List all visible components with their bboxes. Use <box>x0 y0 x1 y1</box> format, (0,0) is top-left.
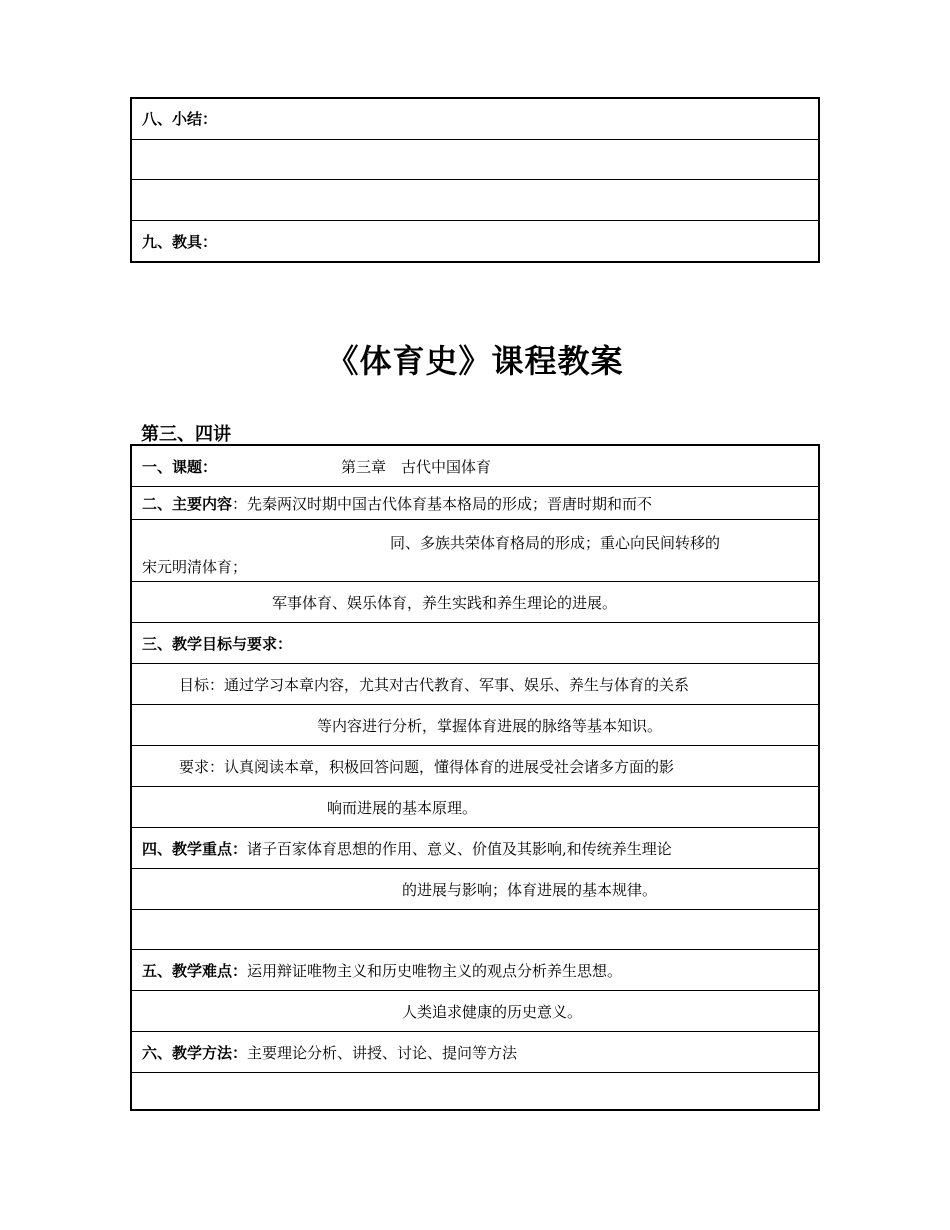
requirements-text: 响而进展的基本原理。 <box>327 798 478 817</box>
document-title: 《体育史》课程教案 <box>326 342 624 380</box>
table-row <box>132 623 818 664</box>
table-row <box>132 746 818 787</box>
objectives-text: 目标：通过学习本章内容，尤其对古代教育、军事、娱乐、养生与体育的关系 <box>179 675 690 694</box>
objectives-text: 等内容进行分析，掌握体育进展的脉络等基本知识。 <box>317 716 663 735</box>
main-content-label: 二、主要内容 <box>142 494 233 513</box>
requirements-text: 要求：认真阅读本章，积极回答问题，懂得体育的进展受社会诸多方面的影 <box>179 757 675 776</box>
teaching-aids-label: 九、教具： <box>142 232 218 251</box>
table-row <box>132 869 818 910</box>
summary-table <box>130 97 820 263</box>
lesson-plan-table <box>130 444 820 1111</box>
main-content-text: ：先秦两汉时期中国古代体育基本格局的形成；晋唐时期和而不 <box>232 494 653 513</box>
table-row <box>132 705 818 746</box>
methods-text: 主要理论分析、讲授、讨论、提问等方法 <box>247 1043 518 1062</box>
table-row <box>132 991 818 1032</box>
objectives-label: 三、教学目标与要求： <box>142 634 293 653</box>
table-row <box>132 828 818 869</box>
topic-value: 第三章 古代中国体育 <box>341 457 492 476</box>
difficulties-text: 运用辩证唯物主义和历史唯物主义的观点分析养生思想。 <box>247 961 623 980</box>
table-row <box>132 140 818 181</box>
table-row <box>132 910 818 950</box>
table-row <box>132 520 818 582</box>
summary-label: 八、小结： <box>142 110 218 129</box>
main-content-text: 宋元明清体育； <box>142 558 248 576</box>
table-row <box>132 664 818 705</box>
difficulties-label: 五、教学难点： <box>142 961 248 980</box>
table-row <box>132 99 818 140</box>
main-content-text: 同、多族共荣体育格局的形成；重心向民间转移的 <box>390 534 721 552</box>
table-row <box>132 221 818 262</box>
table-row <box>132 787 818 828</box>
table-row <box>132 180 818 221</box>
topic-label: 一、课题： <box>142 457 218 476</box>
table-row <box>132 1032 818 1073</box>
table-row <box>132 1073 818 1113</box>
table-row <box>132 487 818 520</box>
table-row <box>132 950 818 991</box>
key-points-label: 四、教学重点： <box>142 839 248 858</box>
table-row <box>132 446 818 487</box>
methods-label: 六、教学方法： <box>142 1043 248 1062</box>
lecture-label: 第三、四讲 <box>141 424 231 445</box>
key-points-text: 诸子百家体育思想的作用、意义、价值及其影响,和传统养生理论 <box>247 839 672 858</box>
difficulties-text: 人类追求健康的历史意义。 <box>402 1002 583 1021</box>
key-points-text: 的进展与影响；体育进展的基本规律。 <box>402 880 658 899</box>
table-row <box>132 582 818 623</box>
main-content-text: 军事体育、娱乐体育，养生实践和养生理论的进展。 <box>272 593 618 612</box>
